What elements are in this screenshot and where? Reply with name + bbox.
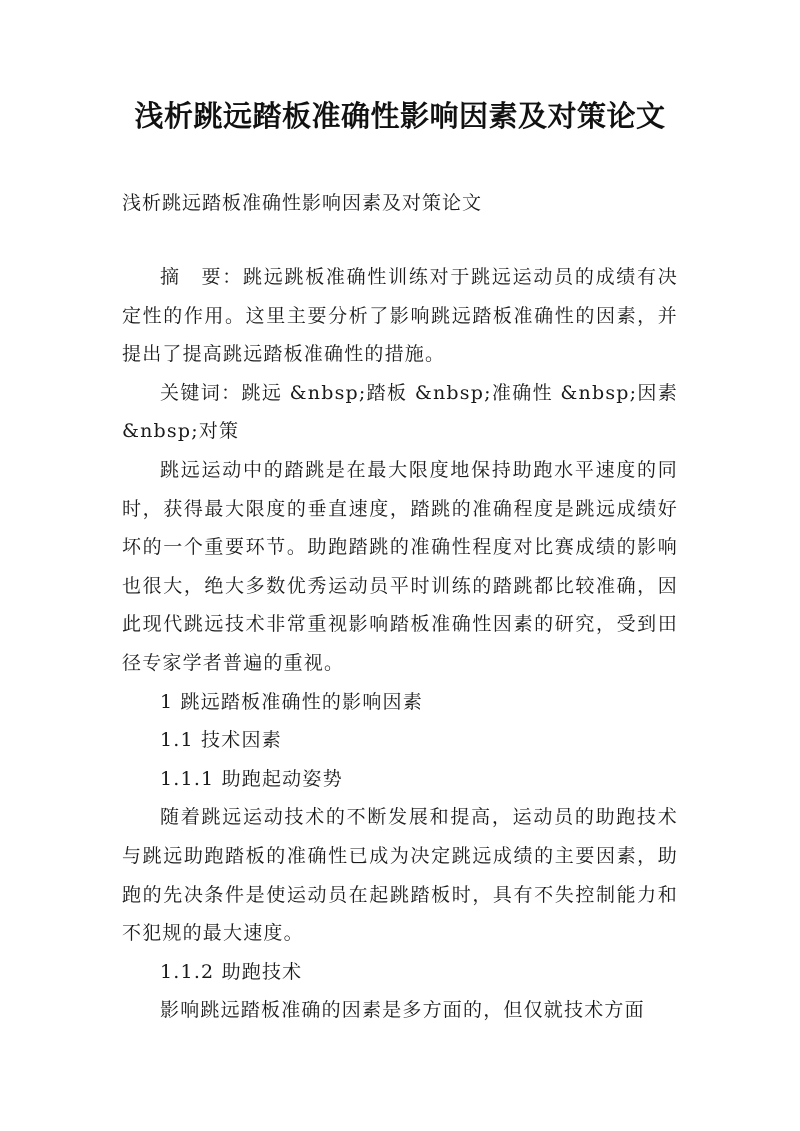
section-heading-1-1-1: 1.1.1 助跑起动姿势 xyxy=(160,767,343,790)
keywords-paragraph: 关键词：跳远 &nbsp;踏板 &nbsp;准确性 &nbsp;因素 &nbsp;对策 xyxy=(122,381,678,443)
document-title: 浅析跳远踏板准确性影响因素及对策论文 xyxy=(134,99,666,133)
paragraph-1-1-1: 随着跳远运动技术的不断发展和提高，运动员的助跑技术与跳远助跑踏板的准确性已成为决定跳远成绩的主要因素，助跑的先决条件是使运动员在起跳踏板时，具有不失控制能力和不犯规的最大速度。 xyxy=(122,806,678,945)
paragraph-1-1-2: 影响跳远踏板准确的因素是多方面的，但仅就技术方面 xyxy=(160,999,645,1022)
intro-paragraph: 跳远运动中的踏跳是在最大限度地保持助跑水平速度的同时，获得最大限度的垂直速度，踏跳的准确程度是跳远成绩好坏的一个重要环节。助跑踏跳的准确性程度对比赛成绩的影响也很大，绝大多数优秀运动员平时训练的踏跳都比较准确，因此现代跳远技术非常重视影响踏板准确性因素的研究，受到田径专家学者普遍的重视。 xyxy=(122,458,678,674)
section-heading-1-1-2: 1.1.2 助跑技术 xyxy=(160,960,303,983)
document-subtitle: 浅析跳远踏板准确性影响因素及对策论文 xyxy=(122,192,483,214)
abstract-paragraph: 摘 要：跳远跳板准确性训练对于跳远运动员的成绩有决定性的作用。这里主要分析了影响跳远踏板准确性的因素，并提出了提高跳远踏板准确性的措施。 xyxy=(122,266,678,366)
section-heading-1: 1 跳远踏板准确性的影响因素 xyxy=(160,690,423,713)
section-heading-1-1: 1.1 技术因素 xyxy=(160,729,282,752)
document-body xyxy=(122,258,678,1030)
